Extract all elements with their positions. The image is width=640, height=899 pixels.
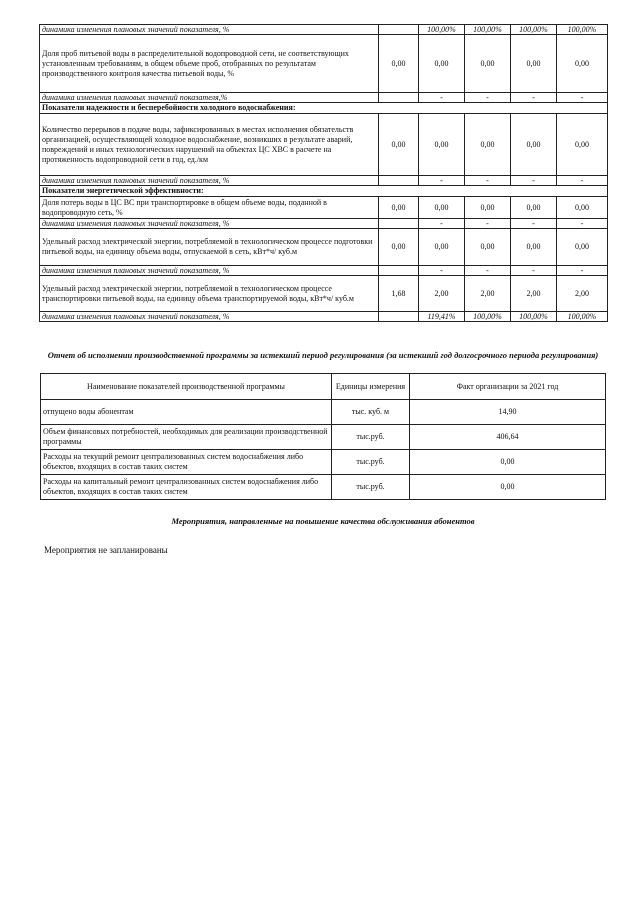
value-cell: 0,00 xyxy=(511,114,557,176)
indicator-name: Объем финансовых потребностей, необходимых для реализации производственной программы xyxy=(41,425,332,450)
table-row xyxy=(41,425,606,450)
value-cell: 0,00 xyxy=(419,35,465,93)
value-cell: 1,68 xyxy=(379,276,419,312)
table-row xyxy=(40,93,608,103)
value-cell: 0,00 xyxy=(511,197,557,219)
indicator-name: отпущено воды абонентам xyxy=(41,400,332,425)
table-row xyxy=(40,176,608,186)
section-header-row xyxy=(40,186,608,197)
unit-cell: тыс.руб. xyxy=(332,475,410,500)
table-row xyxy=(41,475,606,500)
value-cell: 0,00 xyxy=(557,197,608,219)
value-cell: 0,00 xyxy=(379,114,419,176)
table-row xyxy=(40,229,608,266)
value-cell: - xyxy=(511,266,557,276)
value-cell: - xyxy=(465,93,511,103)
value-cell: 0,00 xyxy=(557,35,608,93)
table-row xyxy=(40,276,608,312)
value-cell: 0,00 xyxy=(511,229,557,266)
indicator-name: Расходы на текущий ремонт централизованных систем водоснабжения либо объектов, входящих в состав таких систем xyxy=(41,450,332,475)
value-cell: 0,00 xyxy=(419,229,465,266)
column-header: Наименование показателей производственной программы xyxy=(41,374,332,400)
value-cell: 100,00% xyxy=(511,312,557,322)
value-cell: - xyxy=(419,266,465,276)
report-table xyxy=(40,373,606,500)
value-cell: 100,00% xyxy=(419,25,465,35)
value-cell: - xyxy=(465,266,511,276)
row-label: динамика изменения плановых значений показателя, % xyxy=(40,25,379,35)
value-cell: 0,00 xyxy=(465,35,511,93)
row-label: Доля потерь воды в ЦС ВС при транспортировке в общем объеме воды, поданной в водопроводную сеть, % xyxy=(40,197,379,219)
value-cell: 100,00% xyxy=(511,25,557,35)
column-header: Факт организации за 2021 год xyxy=(410,374,606,400)
report-title: Отчет об исполнении производственной программы за истекший период регулирования (за истекший год долгосрочного периода регулирования) xyxy=(47,350,599,360)
value-cell: - xyxy=(511,219,557,229)
row-label: Удельный расход электрической энергии, потребляемой в технологическом процессе подготовки питьевой воды, на единицу объема воды, отпускаемой в сеть, кВт*ч/ куб.м xyxy=(40,229,379,266)
row-label: динамика изменения плановых значений показателя, % xyxy=(40,266,379,276)
fact-value: 406,64 xyxy=(410,425,606,450)
column-header: Единицы измерения xyxy=(332,374,410,400)
value-cell: 0,00 xyxy=(557,229,608,266)
indicators-table xyxy=(39,24,608,322)
value-cell: - xyxy=(557,266,608,276)
value-cell xyxy=(379,25,419,35)
table-row xyxy=(40,266,608,276)
value-cell: - xyxy=(419,176,465,186)
value-cell: 0,00 xyxy=(379,197,419,219)
value-cell: 0,00 xyxy=(379,35,419,93)
value-cell: - xyxy=(465,176,511,186)
value-cell xyxy=(379,93,419,103)
row-label: динамика изменения плановых значений показателя, % xyxy=(40,176,379,186)
table-row xyxy=(41,450,606,475)
row-label: Количество перерывов в подаче воды, зафиксированных в местах исполнения обязательств организацией, осуществляющей холодное водоснабжение, возникших в результате аварий, повреждений и иных технологических нарушений на объектах ЦС ХВС в расчете на протяженность водопроводной сети в год, ед./км xyxy=(40,114,379,176)
value-cell xyxy=(379,312,419,322)
table-row xyxy=(40,35,608,93)
value-cell: - xyxy=(557,93,608,103)
value-cell: 0,00 xyxy=(419,197,465,219)
fact-value: 0,00 xyxy=(410,450,606,475)
unit-cell: тыс.руб. xyxy=(332,450,410,475)
value-cell: 2,00 xyxy=(557,276,608,312)
row-label: Удельный расход электрической энергии, потребляемой в технологическом процессе транспортировки питьевой воды, на единицу объема транспортируемой воды, кВт*ч/ куб.м xyxy=(40,276,379,312)
table-header-row xyxy=(41,374,606,400)
table-row xyxy=(41,400,606,425)
section-header: Показатели энергетической эффективности: xyxy=(40,186,608,197)
unit-cell: тыс.руб. xyxy=(332,425,410,450)
value-cell: 0,00 xyxy=(557,114,608,176)
value-cell: - xyxy=(511,176,557,186)
fact-value: 0,00 xyxy=(410,475,606,500)
row-label: динамика изменения плановых значений показателя, % xyxy=(40,219,379,229)
value-cell xyxy=(379,266,419,276)
table-row xyxy=(40,25,608,35)
value-cell: - xyxy=(419,219,465,229)
value-cell: - xyxy=(465,219,511,229)
value-cell: - xyxy=(419,93,465,103)
value-cell xyxy=(379,176,419,186)
value-cell: - xyxy=(511,93,557,103)
value-cell: 119,41% xyxy=(419,312,465,322)
value-cell: 100,00% xyxy=(557,312,608,322)
quality-measures-title: Мероприятия, направленные на повышение качества обслуживания абонентов xyxy=(171,516,475,526)
value-cell: 2,00 xyxy=(465,276,511,312)
value-cell: 2,00 xyxy=(419,276,465,312)
no-measures-text: Мероприятия не запланированы xyxy=(44,545,168,555)
value-cell: 0,00 xyxy=(465,197,511,219)
value-cell: 100,00% xyxy=(465,312,511,322)
value-cell: 0,00 xyxy=(419,114,465,176)
table-row xyxy=(40,219,608,229)
value-cell: - xyxy=(557,219,608,229)
indicator-name: Расходы на капитальный ремонт централизованных систем водоснабжения либо объектов, входящих в состав таких систем xyxy=(41,475,332,500)
value-cell: 100,00% xyxy=(557,25,608,35)
section-header: Показатели надежности и бесперебойности холодного водоснабжения: xyxy=(40,103,608,114)
unit-cell: тыс. куб. м xyxy=(332,400,410,425)
row-label: Доля проб питьевой воды в распределительной водопроводной сети, не соответствующих установленным требованиям, в общем объеме проб, отобранных по результатам производственного контроля качества питьевой воды, % xyxy=(40,35,379,93)
row-label: динамика изменения плановых значений показателя,% xyxy=(40,93,379,103)
value-cell: 0,00 xyxy=(511,35,557,93)
value-cell: 0,00 xyxy=(379,229,419,266)
value-cell: 0,00 xyxy=(465,114,511,176)
value-cell: 0,00 xyxy=(465,229,511,266)
value-cell: 2,00 xyxy=(511,276,557,312)
value-cell xyxy=(379,219,419,229)
value-cell: 100,00% xyxy=(465,25,511,35)
table-row xyxy=(40,197,608,219)
section-header-row xyxy=(40,103,608,114)
row-label: динамика изменения плановых значений показателя, % xyxy=(40,312,379,322)
fact-value: 14,90 xyxy=(410,400,606,425)
value-cell: - xyxy=(557,176,608,186)
table-row xyxy=(40,312,608,322)
table-row xyxy=(40,114,608,176)
